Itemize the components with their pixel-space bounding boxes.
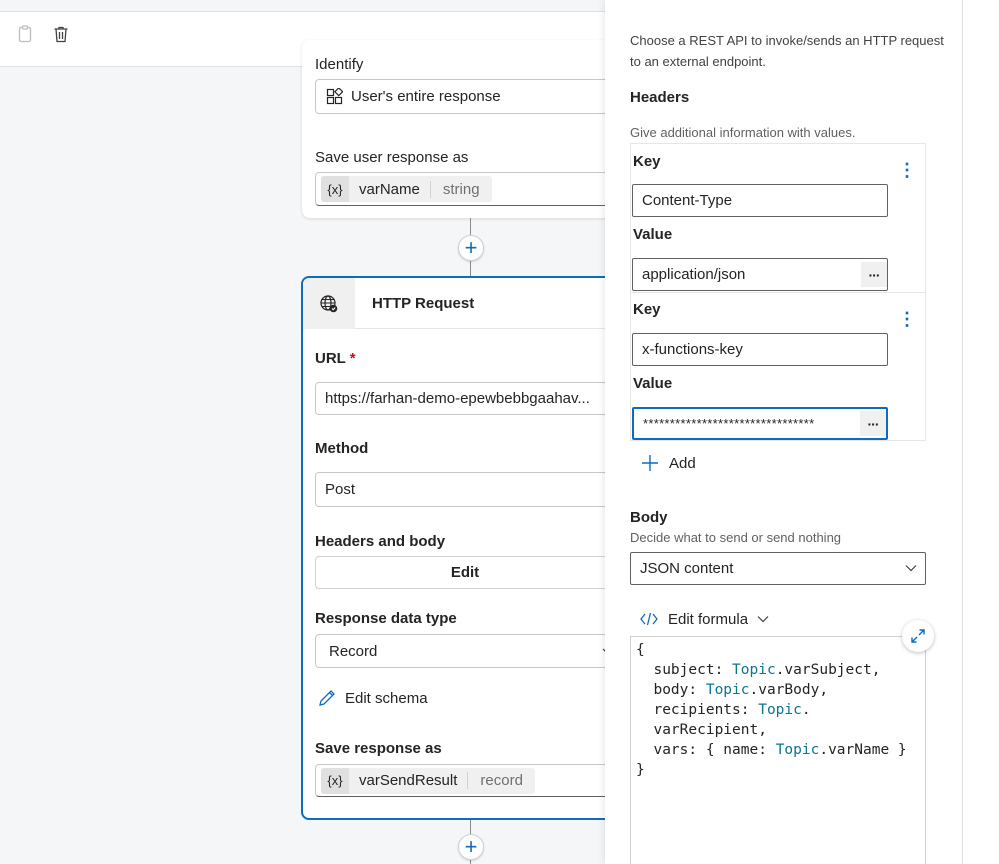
edit-formula-button[interactable]	[639, 610, 769, 628]
variable-type: record	[467, 772, 535, 789]
code-token: Topic	[732, 662, 776, 678]
key-label: Key	[633, 153, 661, 170]
add-node-button[interactable]: +	[458, 235, 484, 261]
code-token: vars: { name:	[636, 742, 776, 758]
save-response-field[interactable]	[315, 764, 605, 797]
response-type-select[interactable]	[315, 634, 605, 668]
url-value: https://farhan-demo-epewbebbgaahav...	[325, 390, 590, 407]
trash-icon	[51, 24, 71, 44]
add-node-button[interactable]: +	[458, 834, 484, 860]
pencil-icon	[317, 688, 337, 708]
headers-body-label: Headers and body	[315, 533, 446, 550]
copy-button[interactable]	[12, 21, 38, 47]
variable-icon: {x}	[321, 176, 349, 202]
code-line: varRecipient,	[636, 722, 767, 738]
code-line	[636, 660, 925, 680]
plus-icon	[641, 454, 659, 472]
code-token: body:	[636, 682, 706, 698]
identify-label: Identify	[315, 56, 364, 73]
card-title: HTTP Request	[372, 295, 475, 312]
edit-formula-text: Edit formula	[668, 610, 749, 628]
variable-name: varName	[359, 180, 420, 198]
body-select-value: JSON content	[640, 560, 734, 577]
globe-icon	[303, 278, 355, 329]
header-value-input[interactable]	[632, 407, 888, 440]
http-request-node-card[interactable]	[301, 276, 605, 820]
code-token: Topic	[775, 742, 820, 758]
code-token: subject:	[636, 662, 733, 678]
url-label-text: URL	[315, 350, 346, 367]
method-value: Post	[325, 481, 356, 498]
identify-field[interactable]	[315, 79, 605, 114]
add-header-button[interactable]	[641, 454, 696, 472]
code-token: .varBody,	[749, 682, 829, 698]
properties-panel	[605, 0, 962, 864]
header-key-value: x-functions-key	[642, 341, 743, 358]
header-key-input[interactable]	[632, 333, 888, 366]
code-line	[636, 700, 925, 720]
edit-headers-button[interactable]: Edit	[315, 556, 605, 589]
more-options-icon[interactable]: ⋮	[898, 308, 916, 329]
headers-subtitle: Give additional information with values.	[630, 125, 856, 140]
more-dots-button[interactable]: ···	[861, 262, 887, 287]
header-row	[630, 293, 926, 441]
panel-description	[630, 30, 944, 72]
expand-icon	[910, 628, 926, 644]
headers-title: Headers	[630, 89, 690, 106]
body-content-select[interactable]	[630, 552, 926, 585]
clipboard-icon	[15, 24, 35, 44]
code-token: .varSubject,	[775, 662, 881, 678]
save-variable-field[interactable]	[315, 172, 605, 206]
more-dots-button[interactable]: ···	[860, 411, 886, 436]
method-label: Method	[315, 440, 369, 457]
delete-button[interactable]	[48, 21, 74, 47]
header-key-input[interactable]	[632, 184, 888, 217]
key-label: Key	[633, 301, 661, 318]
formula-editor[interactable]	[630, 636, 926, 864]
variable-chip[interactable]	[321, 176, 492, 202]
description-line: Choose a REST API to invoke/sends an HTTP request	[630, 33, 944, 48]
header-value-input[interactable]	[632, 258, 888, 291]
code-token: .varName }	[819, 742, 907, 758]
code-token: recipients:	[636, 702, 759, 718]
save-response-as-label: Save response as	[315, 740, 442, 757]
code-token: Topic	[705, 682, 750, 698]
chevron-down-icon	[757, 613, 769, 625]
response-type-value: Record	[329, 642, 378, 660]
description-line: to an external endpoint.	[630, 54, 766, 69]
body-subtitle: Decide what to send or send nothing	[630, 530, 842, 545]
more-options-icon[interactable]: ⋮	[898, 159, 916, 180]
question-node-card[interactable]	[302, 40, 605, 218]
code-token: .	[801, 702, 811, 718]
chevron-down-icon	[905, 562, 917, 574]
edit-schema-text: Edit schema	[345, 689, 428, 707]
card-header	[303, 278, 605, 329]
save-response-label: Save user response as	[315, 149, 469, 166]
header-value-text: application/json	[642, 266, 746, 283]
identify-value: User's entire response	[351, 88, 501, 105]
value-label: Value	[633, 226, 673, 243]
code-icon	[639, 610, 659, 628]
add-label: Add	[669, 454, 696, 472]
header-key-value: Content-Type	[642, 192, 733, 209]
code-line	[636, 740, 925, 760]
url-label	[315, 350, 356, 367]
right-gutter	[962, 0, 999, 864]
method-select[interactable]	[315, 472, 605, 507]
body-title: Body	[630, 509, 668, 526]
code-line: {	[636, 642, 645, 658]
code-line	[636, 680, 925, 700]
variable-name: varSendResult	[359, 772, 458, 789]
url-input[interactable]	[315, 382, 605, 415]
entity-icon	[326, 88, 343, 105]
variable-chip[interactable]	[321, 768, 535, 794]
variable-icon: {x}	[321, 768, 349, 794]
edit-schema-link[interactable]	[317, 688, 428, 708]
required-marker: *	[349, 350, 356, 367]
variable-type: string	[430, 181, 492, 198]
header-value-text: ********************************	[643, 416, 815, 431]
response-type-label: Response data type	[315, 610, 457, 627]
code-line: }	[636, 762, 645, 778]
expand-editor-button[interactable]	[902, 620, 934, 652]
code-token: Topic	[758, 702, 802, 718]
header-row	[630, 143, 926, 293]
value-label: Value	[633, 375, 673, 392]
